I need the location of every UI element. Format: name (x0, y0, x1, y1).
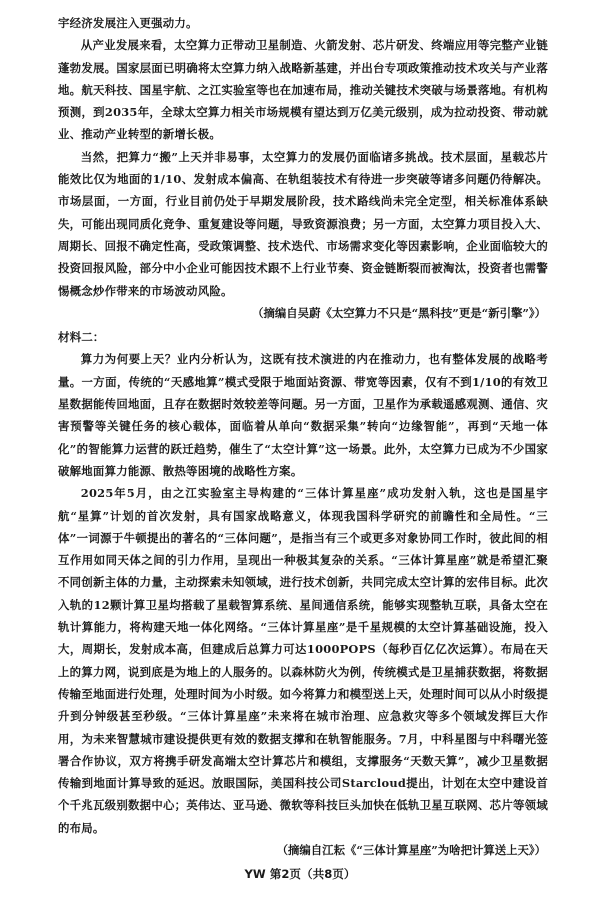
material1-paragraph-challenge: 当然，把算力“搬”上天并非易事，太空算力的发展仍面临诸多挑战。技术层面，星载芯片能效比仅为地面的1/10、发射成本偏高、在轨组装技术有待进一步突破等诸多问题仍待解决。市场层面，一方面，行业目前仍处于早期发展阶段，技术路线尚未完全定型，相关标准体系缺失，可能出现同质化竞争、重复建设等问题，导致资源浪费；另一方面，太空算力项目投入大、周期长、回报不确定性高，受政策调整、技术迭代、市场需求变化等因素影响，企业面临较大的投资回报风险，部分中小企业可能因技术跟不上行业节奏、资金链断裂而被淘汰，投资者也需警惕概念炒作带来的市场波动风险。 (58, 149, 548, 298)
page-footer: YW 第2页（共8页） (244, 867, 356, 881)
material2-paragraph-launch: 2025年5月，由之江实验室主导构建的“三体计算星座”成功发射入轨，这也是国星宇航“星算”计划的首次发射，具有国家战略意义，体现我国科学研究的前瞻性和全局性。“三体”一词源于牛顿提出的著名的“三体问题”，是指当有三个或更多对象协同工作时，彼此间的相互作用如同天体之间的引力作用，呈现出一种极其复杂的关系。“三体计算星座”就是希望汇聚不同创新主体的力量，主动探索未知领域，进行技术创新，共同完成太空计算的宏伟目标。此次入轨的12颗计算卫星均搭载了星载智算系统、星间通信系统，能够实现整轨互联，具备太空在轨计算能力，将构建天地一体化网络。“三体计算星座”是千星规模的太空计算基础设施，投入大，周期长，发射成本高，但建成后总算力可达1000POPS（每秒百亿亿次运算）。布局在天上的算力网，说到底是为地上的人服务的。以森林防火为例，传统模式是卫星捕获数据，将数据传输至地面进行处理，处理时间为小时级。如今将算力和模型送上天，处理时间可以从小时级提升到分钟级甚至秒级。“三体计算星座”未来将在城市治理、应急救灾等多个领域发挥巨大作用，为未来智慧城市建设提供更有效的数据支撑和在轨智能服务。7月，中科星图与中科曙光签署合作协议，双方将携手研发高端太空计算芯片和模组，支撑服务“天数天算”，减少卫星数据传输到地面计算导致的延迟。放眼国际，美国科技公司Starcloud提出，计划在太空中建设首个千兆瓦级别数据中心；英伟达、亚马逊、微软等科技巨头加快在低轨卫星互联网、芯片等领域的布局。 (58, 486, 548, 835)
material2-heading: 材料二： (58, 330, 105, 345)
material2-source: （摘编自江耘《“三体计算星座”为啥把计算送上天》） (276, 842, 546, 857)
material1-source: （摘编自吴蔚《太空算力不只是“黑科技”更是“新引擎”》） (252, 305, 546, 320)
material2-paragraph-why: 算力为何要上天？业内分析认为，这既有技术演进的内在推动力，也有整体发展的战略考量。一方面，传统的“天感地算”模式受限于地面站资源、带宽等因素，仅有不到1/10的有效卫星数据能传回地面，且存在数据时效较差等问题。另一方面，卫星作为承载遥感观测、通信、灾害预警等关键任务的核心载体，面临着从单向“数据采集”转向“边缘智能”，再到“天地一体化”的智能算力运营的跃迁趋势，催生了“太空计算”这一场景。此外，太空算力已成为不少国家破解地面算力能源、散热等困境的战略性方案。 (58, 352, 548, 478)
material1-paragraph-industry: 从产业发展来看，太空算力正带动卫星制造、火箭发射、芯片研发、终端应用等完整产业链蓬勃发展。国家层面已明确将太空算力纳入战略新基建，并出台专项政策推动技术攻关与产业落地。航天科技、国星宇航、之江实验室等也在加速布局，推动关键技术突破与场景落地。有机构预测，到2035年，全球太空算力相关市场规模有望达到万亿美元级别，成为拉动投资、带动就业、推动产业转型的新增长极。 (58, 38, 548, 142)
material1-continuation: 宇经济发展注入更强动力。 (58, 16, 198, 30)
